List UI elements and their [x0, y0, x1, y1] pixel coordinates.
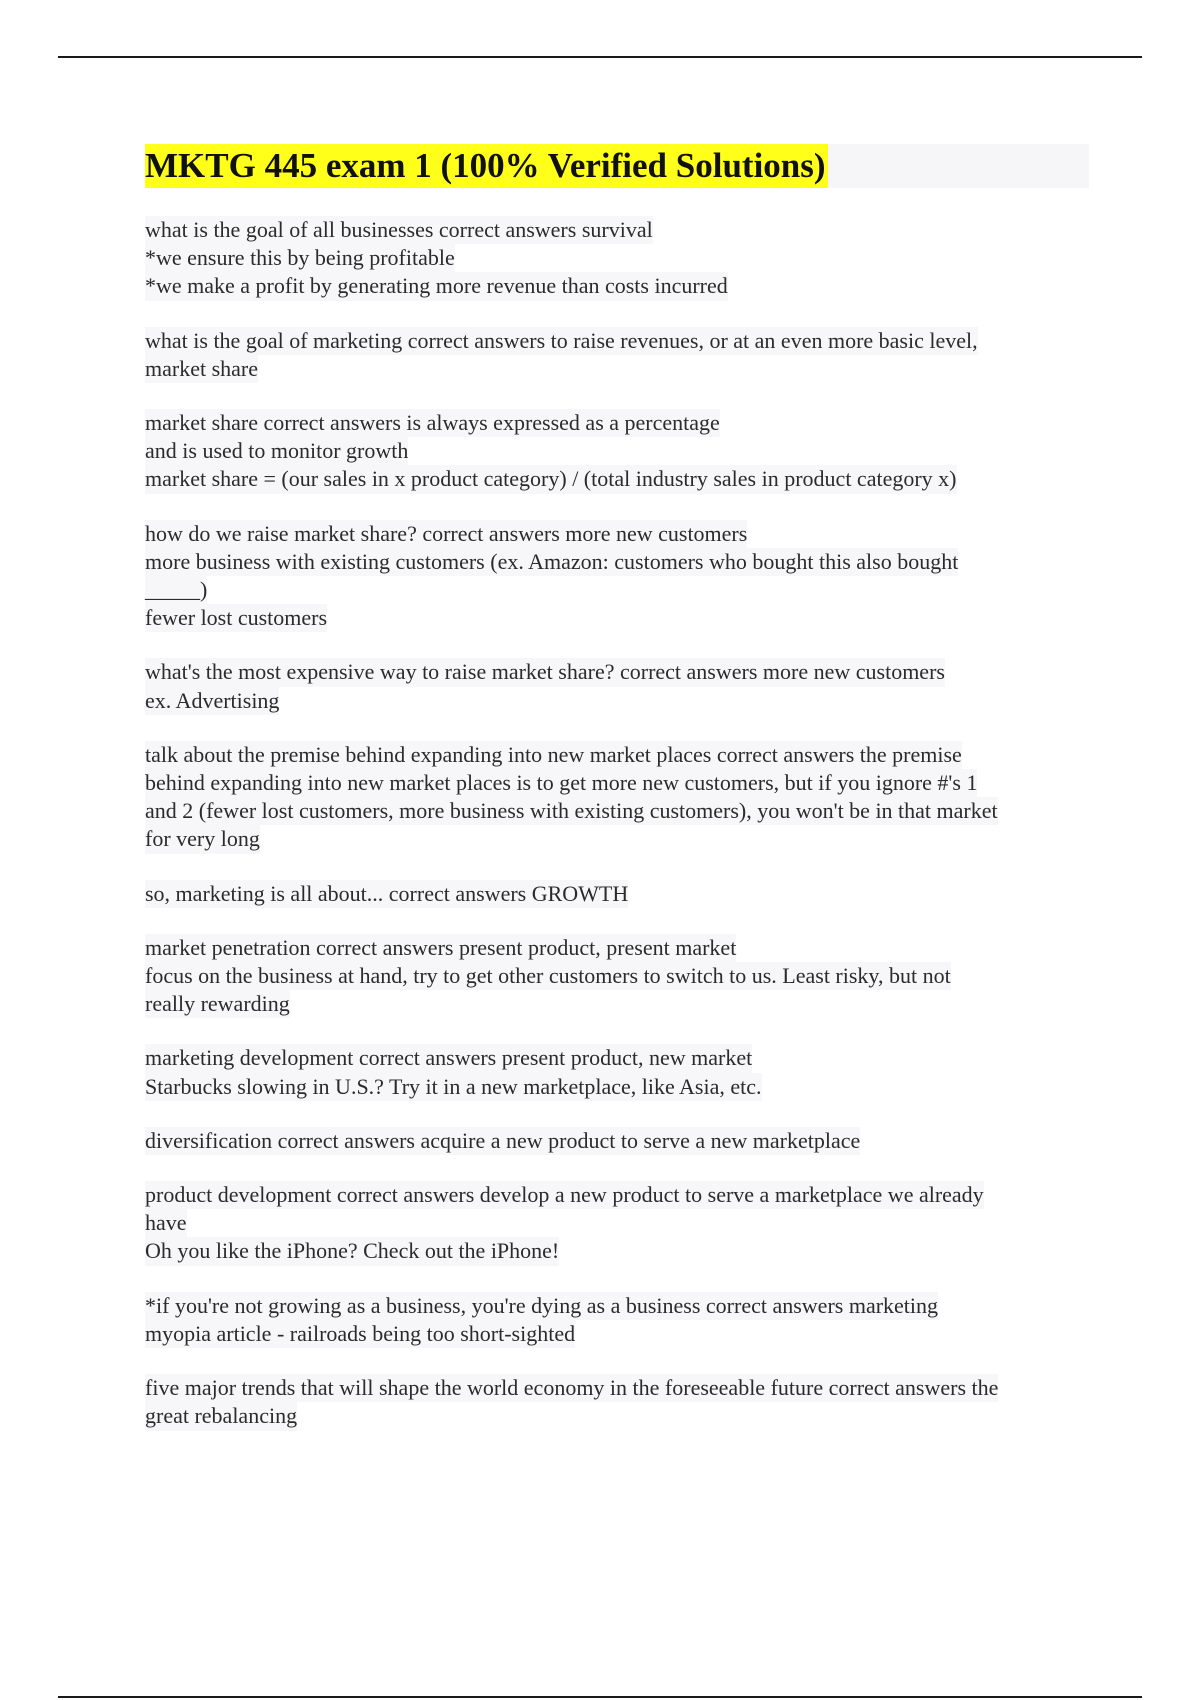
- qa-line: focus on the business at hand, try to get other customers to switch to us. Least risky, but not: [145, 962, 951, 990]
- qa-entry-11: [145, 1181, 1089, 1266]
- qa-line: market share correct answers is always expressed as a percentage: [145, 409, 720, 437]
- title-band: [145, 144, 1089, 188]
- qa-line: myopia article - railroads being too short-sighted: [145, 1320, 575, 1348]
- qa-line: market share = (our sales in x product category) / (total industry sales in product category x): [145, 465, 957, 493]
- qa-line: five major trends that will shape the world economy in the foreseeable future correct answers the: [145, 1374, 998, 1402]
- qa-entry-3: [145, 409, 1089, 494]
- qa-line: have: [145, 1209, 187, 1237]
- qa-line: and 2 (fewer lost customers, more business with existing customers), you won't be in that market: [145, 797, 998, 825]
- qa-entry-9: [145, 1044, 1089, 1100]
- qa-line: what is the goal of all businesses correct answers survival: [145, 216, 653, 244]
- qa-entry-4: [145, 520, 1089, 633]
- qa-entry-1: [145, 216, 1089, 301]
- qa-line: Oh you like the iPhone? Check out the iPhone!: [145, 1237, 559, 1265]
- qa-line: and is used to monitor growth: [145, 437, 408, 465]
- qa-line: marketing development correct answers present product, new market: [145, 1044, 752, 1072]
- qa-line: how do we raise market share? correct answers more new customers: [145, 520, 747, 548]
- qa-line: what is the goal of marketing correct answers to raise revenues, or at an even more basic level,: [145, 327, 978, 355]
- qa-line: market share: [145, 355, 258, 383]
- document-title: MKTG 445 exam 1 (100% Verified Solutions): [145, 144, 828, 188]
- qa-entry-6: [145, 741, 1089, 854]
- qa-entry-7: [145, 880, 1089, 908]
- header-rule: [58, 56, 1142, 58]
- qa-line: so, marketing is all about... correct answers GROWTH: [145, 880, 628, 908]
- qa-line: *we make a profit by generating more revenue than costs incurred: [145, 272, 728, 300]
- qa-line: market penetration correct answers present product, present market: [145, 934, 736, 962]
- qa-line: *we ensure this by being profitable: [145, 244, 455, 272]
- qa-entry-8: [145, 934, 1089, 1019]
- qa-entry-5: [145, 658, 1089, 714]
- document-body: [145, 144, 1089, 1457]
- qa-line: behind expanding into new market places is to get more new customers, but if you ignore #'s 1: [145, 769, 977, 797]
- qa-line: really rewarding: [145, 990, 290, 1018]
- qa-line: product development correct answers develop a new product to serve a marketplace we already: [145, 1181, 984, 1209]
- qa-line: what's the most expensive way to raise market share? correct answers more new customers: [145, 658, 945, 686]
- qa-entry-12: [145, 1292, 1089, 1348]
- qa-line: diversification correct answers acquire a new product to serve a new marketplace: [145, 1127, 860, 1155]
- qa-line: *if you're not growing as a business, you're dying as a business correct answers marketing: [145, 1292, 938, 1320]
- qa-line: ex. Advertising: [145, 687, 279, 715]
- qa-line: _____): [145, 576, 207, 604]
- qa-line: great rebalancing: [145, 1402, 297, 1430]
- qa-line: more business with existing customers (ex. Amazon: customers who bought this also bought: [145, 548, 958, 576]
- footer-rule: [58, 1696, 1142, 1698]
- qa-entry-2: [145, 327, 1089, 383]
- qa-line: Starbucks slowing in U.S.? Try it in a new marketplace, like Asia, etc.: [145, 1073, 762, 1101]
- qa-line: fewer lost customers: [145, 604, 327, 632]
- qa-line: for very long: [145, 825, 260, 853]
- qa-entry-10: [145, 1127, 1089, 1155]
- qa-entry-13: [145, 1374, 1089, 1430]
- qa-line: talk about the premise behind expanding into new market places correct answers the premise: [145, 741, 962, 769]
